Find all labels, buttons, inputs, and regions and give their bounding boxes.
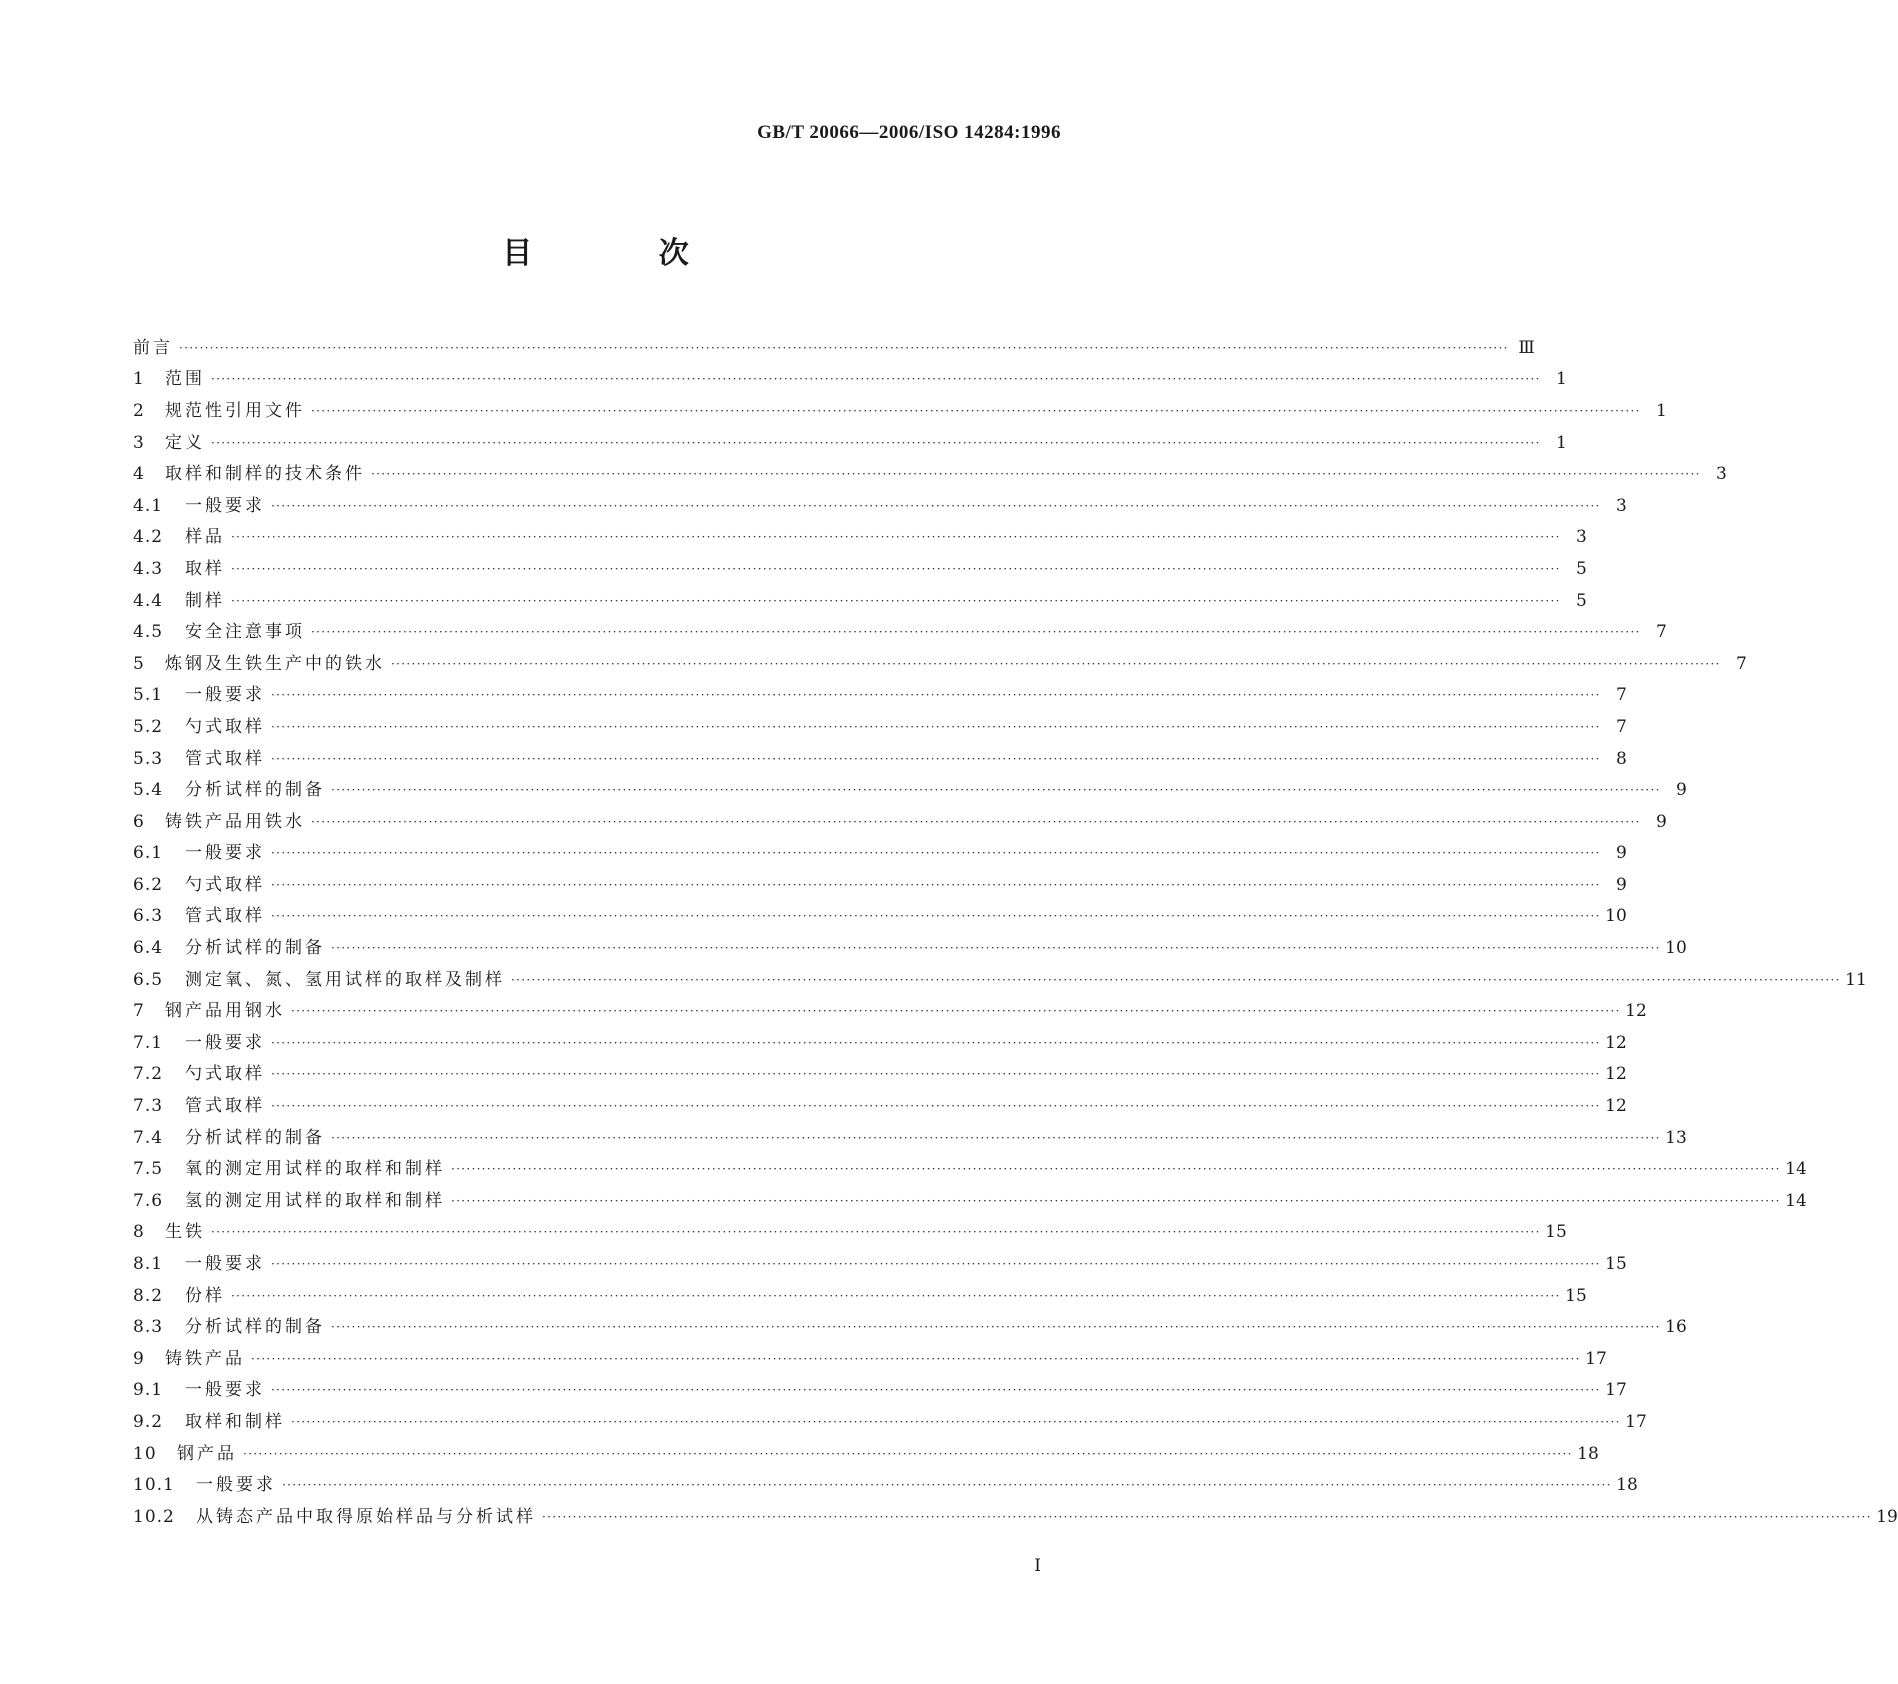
toc-entry-number: 4.2	[133, 527, 164, 548]
toc-entry-page: 7	[1615, 685, 1627, 706]
toc-entry-page: 18	[1616, 1475, 1638, 1496]
toc-entry-number: 7.2	[133, 1064, 164, 1085]
toc-entry[interactable]	[133, 743, 1627, 775]
toc-leader-dots: ····································································································································································································································································	[231, 593, 1561, 608]
toc-entry[interactable]	[133, 1375, 1627, 1407]
toc-leader-dots: ····································································································································································································································································	[243, 1446, 1573, 1461]
toc-entry-number: 4.4	[133, 590, 164, 611]
toc-entry-label: 从铸态产品中取得原始样品与分析试样	[196, 1506, 536, 1527]
toc-entry[interactable]	[133, 332, 1535, 364]
toc-entry-label: 钢产品	[177, 1443, 237, 1464]
toc-entry-number: 8.2	[133, 1285, 164, 1306]
toc-entry-label: 铸铁产品	[165, 1348, 245, 1369]
toc-entry-label: 生铁	[165, 1222, 205, 1243]
toc-leader-dots: ····································································································································································································································································	[371, 467, 1701, 482]
toc-entry[interactable]	[133, 1059, 1627, 1091]
toc-entry[interactable]	[133, 395, 1667, 427]
toc-entry[interactable]	[133, 553, 1587, 585]
toc-entry-number: 6.4	[133, 938, 164, 959]
toc-entry-number: 6.3	[133, 906, 164, 927]
toc-leader-dots: ····································································································································································································································································	[271, 498, 1601, 513]
toc-entry[interactable]	[133, 1311, 1687, 1343]
toc-entry-label: 分析试样的制备	[185, 938, 325, 959]
toc-entry-page: 3	[1615, 495, 1627, 516]
toc-entry-label: 管式取样	[185, 906, 265, 927]
toc-entry-page: 15	[1545, 1222, 1567, 1243]
toc-entry-number: 1	[133, 369, 145, 390]
toc-entry[interactable]	[133, 1438, 1599, 1470]
toc-entry-number: 6.1	[133, 843, 164, 864]
toc-entry-number: 9	[133, 1348, 145, 1369]
toc-entry-label: 一般要求	[196, 1475, 276, 1496]
toc-entry-label: 钢产品用钢水	[165, 1001, 285, 1022]
toc-entry[interactable]	[133, 616, 1667, 648]
toc-entry-label: 一般要求	[185, 843, 265, 864]
toc-entry-page: 17	[1605, 1380, 1627, 1401]
toc-entry-number: 7.6	[133, 1190, 164, 1211]
toc-entry[interactable]	[133, 585, 1587, 617]
toc-entry-page: 8	[1615, 748, 1627, 769]
toc-entry-number: 10	[133, 1443, 157, 1464]
toc-entry-number: 4.1	[133, 495, 164, 516]
toc-entry-page: 5	[1575, 558, 1587, 579]
toc-entry-label: 分析试样的制备	[185, 1127, 325, 1148]
toc-entry-label: 取样和制样	[185, 1411, 285, 1432]
toc-leader-dots: ····································································································································································································································································	[542, 1509, 1872, 1524]
toc-leader-dots: ····································································································································································································································································	[211, 435, 1541, 450]
toc-entry-number: 8	[133, 1222, 145, 1243]
toc-entry-label: 测定氧、氮、氢用试样的取样及制样	[185, 969, 505, 990]
toc-entry-number: 10.2	[133, 1506, 175, 1527]
toc-entry-number: 9.2	[133, 1411, 164, 1432]
toc-entry-number: 2	[133, 400, 145, 421]
toc-entry-label: 分析试样的制备	[185, 780, 325, 801]
toc-entry-label: 范围	[165, 369, 205, 390]
toc-leader-dots: ····································································································································································································································································	[271, 1035, 1601, 1050]
toc-leader-dots: ····································································································································································································································································	[511, 972, 1841, 987]
toc-entry-page: 7	[1735, 653, 1747, 674]
toc-entry[interactable]	[133, 932, 1687, 964]
toc-leader-dots: ····································································································································································································································································	[271, 688, 1601, 703]
toc-entry-page: 9	[1615, 843, 1627, 864]
toc-entry-label: 一般要求	[185, 1254, 265, 1275]
toc-entry-page: 1	[1655, 400, 1667, 421]
toc-entry[interactable]	[133, 1217, 1567, 1249]
toc-entry-page: 7	[1655, 622, 1667, 643]
toc-entry[interactable]	[133, 1153, 1807, 1185]
toc-entry-label: 一般要求	[185, 685, 265, 706]
toc-entry-number: 9.1	[133, 1380, 164, 1401]
toc-entry-page: 14	[1785, 1159, 1807, 1180]
toc-entry-page: 10	[1665, 938, 1687, 959]
toc-entry-number: 6.5	[133, 969, 164, 990]
toc-entry[interactable]	[133, 1280, 1587, 1312]
toc-leader-dots: ····································································································································································································································································	[271, 909, 1601, 924]
toc-entry-page: 9	[1675, 780, 1687, 801]
toc-entry-label: 安全注意事项	[185, 622, 305, 643]
toc-leader-dots: ····································································································································································································································································	[251, 1351, 1581, 1366]
toc-leader-dots: ····································································································································································································································································	[211, 1225, 1541, 1240]
toc-leader-dots: ····································································································································································································································································	[271, 846, 1601, 861]
toc-leader-dots: ····································································································································································································································································	[271, 1067, 1601, 1082]
toc-entry[interactable]	[133, 427, 1567, 459]
toc-entry-label: 制样	[185, 590, 225, 611]
page-number: I	[1034, 1556, 1041, 1576]
toc-leader-dots: ····································································································································································································································································	[451, 1162, 1781, 1177]
toc-leader-dots: ····································································································································································································································································	[331, 783, 1661, 798]
toc-entry-label: 氢的测定用试样的取样和制样	[185, 1190, 445, 1211]
toc-leader-dots: ····································································································································································································································································	[231, 1288, 1561, 1303]
toc-entry-number: 6.2	[133, 874, 164, 895]
toc-entry-label: 管式取样	[185, 748, 265, 769]
toc-entry-number: 8.3	[133, 1317, 164, 1338]
toc-entry-page: 9	[1655, 811, 1667, 832]
toc-entry-page: 15	[1605, 1254, 1627, 1275]
toc-leader-dots: ····································································································································································································································································	[231, 530, 1561, 545]
toc-entry[interactable]	[133, 680, 1627, 712]
toc-entry[interactable]	[133, 901, 1627, 933]
toc-entry[interactable]	[133, 964, 1867, 996]
toc-entry[interactable]	[133, 838, 1627, 870]
toc-entry-page: 3	[1575, 527, 1587, 548]
toc-entry-label: 氧的测定用试样的取样和制样	[185, 1159, 445, 1180]
toc-entry-label: 铸铁产品用铁水	[165, 811, 305, 832]
toc-entry-number: 8.1	[133, 1254, 164, 1275]
toc-entry[interactable]	[133, 648, 1747, 680]
toc-entry[interactable]	[133, 1406, 1647, 1438]
toc-entry-number: 5	[133, 653, 145, 674]
toc-leader-dots: ····································································································································································································································································	[282, 1478, 1612, 1493]
toc-entry[interactable]	[133, 1343, 1607, 1375]
toc-entry[interactable]	[133, 458, 1727, 490]
toc-entry-page: 15	[1565, 1285, 1587, 1306]
toc-entry-page: 12	[1605, 1096, 1627, 1117]
toc-entry-page: 11	[1845, 969, 1867, 990]
toc-leader-dots: ····································································································································································································································································	[271, 751, 1601, 766]
toc-leader-dots: ····································································································································································································································································	[331, 941, 1661, 956]
toc-leader-dots: ····································································································································································································································································	[311, 814, 1641, 829]
toc-entry-page: 12	[1605, 1032, 1627, 1053]
toc-entry-page: 19	[1876, 1506, 1898, 1527]
toc-entry-number: 7.1	[133, 1032, 164, 1053]
toc-entry-page: 1	[1555, 369, 1567, 390]
toc-entry-page: 7	[1615, 716, 1627, 737]
toc-leader-dots: ····································································································································································································································································	[451, 1193, 1781, 1208]
toc-entry-number: 7	[133, 1001, 145, 1022]
toc-entry[interactable]	[133, 1122, 1687, 1154]
toc-entry-label: 前言	[133, 337, 173, 358]
toc-entry-number: 5.4	[133, 780, 164, 801]
toc-entry-page: 18	[1577, 1443, 1599, 1464]
toc-entry-label: 取样	[185, 558, 225, 579]
toc-entry-page: 12	[1625, 1001, 1647, 1022]
toc-leader-dots: ····································································································································································································································································	[311, 625, 1641, 640]
toc-leader-dots: ····································································································································································································································································	[271, 1383, 1601, 1398]
toc-entry[interactable]	[133, 869, 1627, 901]
toc-entry-page: 5	[1575, 590, 1587, 611]
toc-entry[interactable]	[133, 774, 1687, 806]
toc-leader-dots: ····································································································································································································································································	[291, 1414, 1621, 1429]
toc-entry-number: 10.1	[133, 1475, 175, 1496]
toc-entry-page: Ⅲ	[1518, 337, 1535, 358]
toc-entry-number: 7.3	[133, 1096, 164, 1117]
toc-entry-page: 16	[1665, 1317, 1687, 1338]
toc-entry[interactable]	[133, 522, 1587, 554]
toc-entry[interactable]	[133, 1027, 1627, 1059]
toc-entry-label: 炼钢及生铁生产中的铁水	[165, 653, 385, 674]
toc-entry-number: 5.3	[133, 748, 164, 769]
toc-entry-number: 7.4	[133, 1127, 164, 1148]
toc-entry-label: 一般要求	[185, 1380, 265, 1401]
toc-entry[interactable]	[133, 364, 1567, 396]
toc-entry-label: 分析试样的制备	[185, 1317, 325, 1338]
toc-entry-number: 3	[133, 432, 145, 453]
toc-leader-dots: ····································································································································································································································································	[271, 1099, 1601, 1114]
toc-entry[interactable]	[133, 995, 1647, 1027]
toc-entry-page: 1	[1555, 432, 1567, 453]
toc-entry[interactable]	[133, 1090, 1627, 1122]
toc-leader-dots: ····································································································································································································································································	[311, 403, 1641, 418]
toc-leader-dots: ····································································································································································································································································	[331, 1130, 1661, 1145]
toc-leader-dots: ····································································································································································································································································	[391, 656, 1721, 671]
toc-entry-label: 一般要求	[185, 1032, 265, 1053]
toc-entry-page: 10	[1605, 906, 1627, 927]
toc-entry-page: 12	[1605, 1064, 1627, 1085]
toc-entry-page: 9	[1615, 874, 1627, 895]
toc-leader-dots: ····································································································································································································································································	[271, 719, 1601, 734]
toc-entry[interactable]	[133, 711, 1627, 743]
toc-entry-label: 勺式取样	[185, 716, 265, 737]
toc-leader-dots: ····································································································································································································································································	[271, 877, 1601, 892]
toc-leader-dots: ····································································································································································································································································	[179, 340, 1509, 355]
toc-entry-label: 规范性引用文件	[165, 400, 305, 421]
table-of-contents	[133, 332, 1898, 1533]
toc-entry[interactable]	[133, 1469, 1638, 1501]
toc-entry[interactable]	[133, 490, 1627, 522]
toc-entry-page: 17	[1625, 1411, 1647, 1432]
toc-entry[interactable]	[133, 806, 1667, 838]
toc-entry[interactable]	[133, 1185, 1807, 1217]
toc-entry-label: 一般要求	[185, 495, 265, 516]
toc-entry-number: 4.5	[133, 622, 164, 643]
toc-entry-number: 4	[133, 464, 145, 485]
toc-entry-label: 定义	[165, 432, 205, 453]
page-title: 目 次	[502, 236, 747, 271]
toc-entry-label: 样品	[185, 527, 225, 548]
toc-entry-page: 3	[1715, 464, 1727, 485]
toc-leader-dots: ····································································································································································································································································	[271, 1257, 1601, 1272]
toc-entry-label: 勺式取样	[185, 874, 265, 895]
toc-entry-label: 勺式取样	[185, 1064, 265, 1085]
toc-entry[interactable]	[133, 1501, 1898, 1533]
toc-entry-page: 13	[1665, 1127, 1687, 1148]
toc-entry-label: 份样	[185, 1285, 225, 1306]
toc-leader-dots: ····································································································································································································································································	[211, 372, 1541, 387]
toc-entry-page: 17	[1585, 1348, 1607, 1369]
toc-entry-page: 14	[1785, 1190, 1807, 1211]
toc-leader-dots: ····································································································································································································································································	[331, 1320, 1661, 1335]
standard-code: GB/T 20066—2006/ISO 14284:1996	[757, 122, 1061, 143]
toc-leader-dots: ····································································································································································································································································	[231, 561, 1561, 576]
toc-entry-number: 4.3	[133, 558, 164, 579]
toc-entry-label: 取样和制样的技术条件	[165, 464, 365, 485]
toc-leader-dots: ····································································································································································································································································	[291, 1004, 1621, 1019]
toc-entry-label: 管式取样	[185, 1096, 265, 1117]
toc-entry-number: 7.5	[133, 1159, 164, 1180]
toc-entry[interactable]	[133, 1248, 1627, 1280]
toc-entry-number: 6	[133, 811, 145, 832]
toc-entry-number: 5.2	[133, 716, 164, 737]
toc-entry-number: 5.1	[133, 685, 164, 706]
